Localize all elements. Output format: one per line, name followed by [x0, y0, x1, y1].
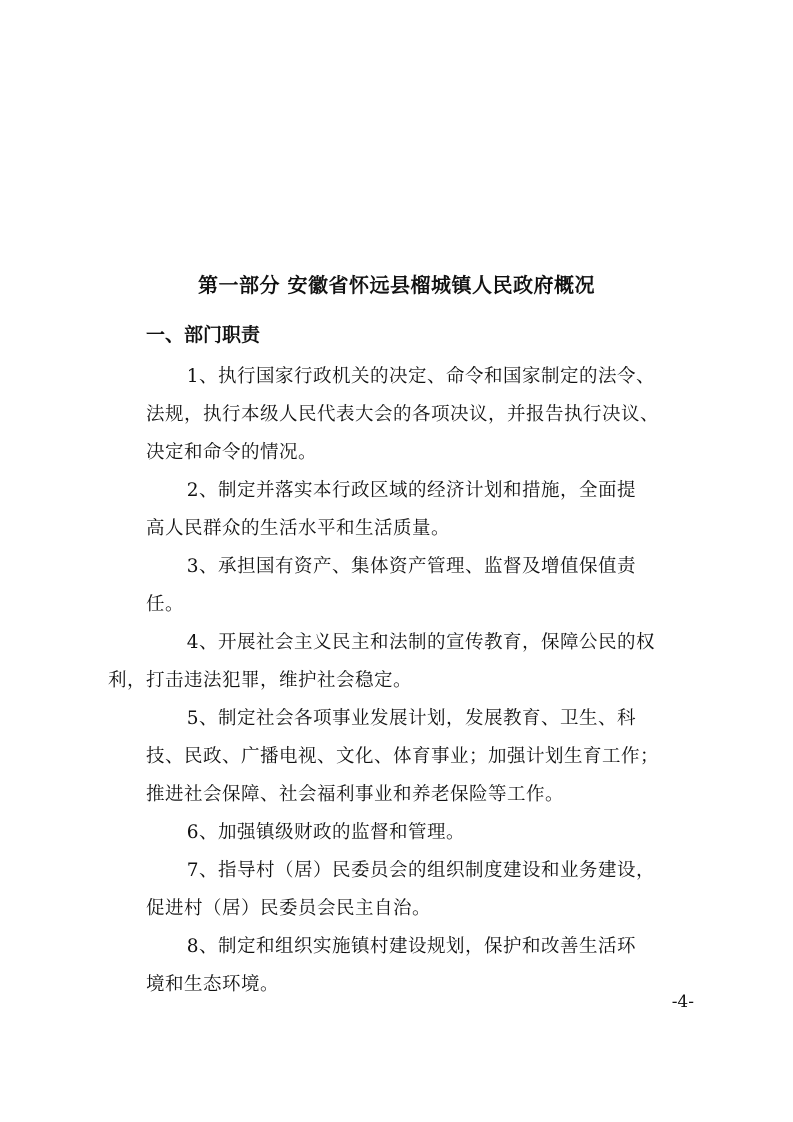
paragraph-line: 境和生态环境。: [146, 974, 280, 995]
duty-paragraph-2: [146, 472, 694, 548]
paragraph-line: 决定和命令的情况。: [146, 442, 318, 463]
paragraph-line: 任。: [146, 594, 185, 615]
paragraph-line: 技、民政、广播电视、文化、体育事业；加强计划生育工作；: [146, 746, 660, 767]
duty-paragraph-5: [146, 700, 694, 814]
duty-paragraph-6: [146, 814, 694, 852]
page-title: 第一部分 安徽省怀远县榴城镇人民政府概况: [198, 273, 595, 297]
paragraph-line: 6、加强镇级财政的监督和管理。: [186, 822, 465, 843]
paragraph-line: 3、承担国有资产、集体资产管理、监督及增值保值责: [186, 556, 636, 577]
duty-paragraph-7: [146, 852, 694, 928]
paragraph-line: 高人民群众的生活水平和生活质量。: [146, 518, 451, 539]
duty-paragraph-1: [146, 358, 694, 472]
paragraph-line: 2、制定并落实本行政区域的经济计划和措施，全面提: [186, 480, 636, 501]
paragraph-line: 8、制定和组织实施镇村建设规划，保护和改善生活环: [186, 936, 636, 957]
paragraph-line: 促进村（居）民委员会民主自治。: [146, 898, 432, 919]
paragraph-line: 7、指导村（居）民委员会的组织制度建设和业务建设，: [186, 860, 655, 881]
paragraph-line: 1、执行国家行政机关的决定、命令和国家制定的法令、: [186, 366, 655, 387]
paragraph-line: 4、开展社会主义民主和法制的宣传教育，保障公民的权: [186, 632, 655, 653]
duty-paragraph-4: [108, 624, 694, 700]
section-heading: 一、部门职责: [146, 324, 261, 346]
duty-paragraph-3: [146, 548, 694, 624]
paragraph-line: 推进社会保障、社会福利事业和养老保险等工作。: [146, 784, 565, 805]
paragraph-line: 利，打击违法犯罪，维护社会稳定。: [108, 670, 413, 691]
paragraph-line: 5、制定社会各项事业发展计划，发展教育、卫生、科: [186, 708, 636, 729]
duty-paragraph-8: [146, 928, 694, 1004]
paragraph-line: 法规，执行本级人民代表大会的各项决议，并报告执行决议、: [146, 404, 660, 425]
page-number: -4-: [671, 992, 694, 1012]
body-text: [108, 358, 694, 1004]
